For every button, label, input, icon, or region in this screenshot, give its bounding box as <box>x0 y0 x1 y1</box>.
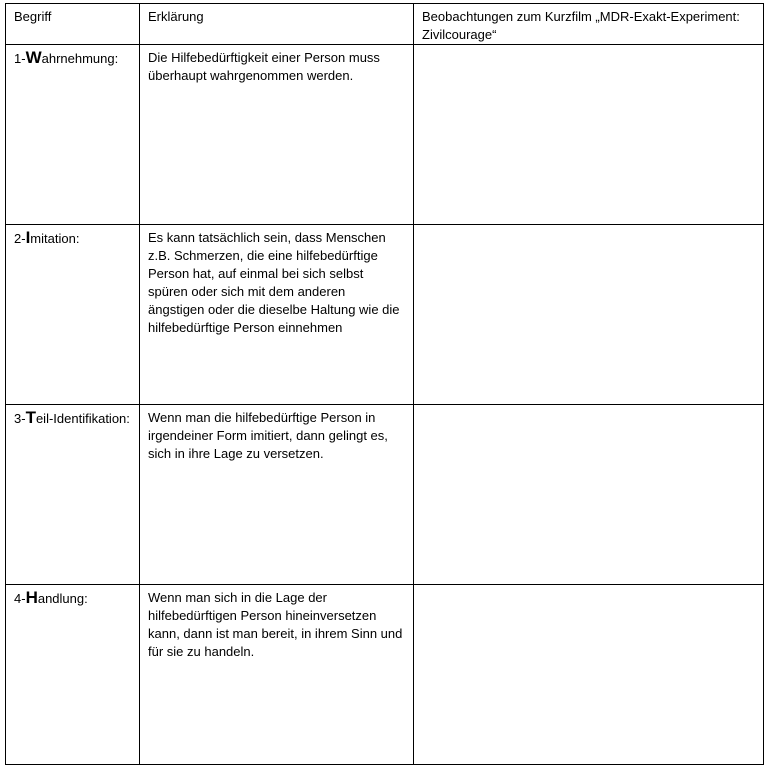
explanation-cell: Die Hilfebedürftigkeit einer Person muss überhaupt wahrgenommen werden. <box>140 45 414 225</box>
term-initial: W <box>25 48 42 67</box>
term-cell <box>6 405 140 585</box>
term-cell <box>6 585 140 765</box>
term-initial: I <box>25 228 31 247</box>
term-prefix: 3- <box>14 411 26 426</box>
term-rest: eil-Identifikation: <box>35 411 130 426</box>
observation-cell[interactable] <box>414 225 764 405</box>
term-prefix: 1- <box>14 51 26 66</box>
term-cell <box>6 225 140 405</box>
header-row <box>6 4 764 45</box>
explanation-cell: Wenn man die hilfebedürftige Person in irgendeiner Form imitiert, dann gelingt es, sich in ihre Lage zu versetzen. <box>140 405 414 585</box>
table-row <box>6 225 764 405</box>
table-row <box>6 45 764 225</box>
header-observations: Beobachtungen zum Kurzfilm „MDR-Exakt-Experiment: Zivilcourage“ <box>414 4 764 45</box>
term-rest: mitation: <box>30 231 80 246</box>
term-initial: T <box>25 408 36 427</box>
header-term: Begriff <box>6 4 140 45</box>
observation-cell[interactable] <box>414 405 764 585</box>
table-row <box>6 585 764 765</box>
term-prefix: 2- <box>14 231 26 246</box>
term-rest: andlung: <box>37 591 88 606</box>
observation-cell[interactable] <box>414 45 764 225</box>
explanation-cell: Es kann tatsächlich sein, dass Menschen z.B. Schmerzen, die eine hilfebedürftige Person hat, auf einmal bei sich selbst spüren oder sich mit dem anderen ängstigen oder die dieselbe Haltung wie die hilfebedürftige Person einnehmen <box>140 225 414 405</box>
worksheet-table <box>5 3 764 765</box>
explanation-cell: Wenn man sich in die Lage der hilfebedürftigen Person hineinversetzen kann, dann ist man bereit, in ihrem Sinn und für sie zu handeln. <box>140 585 414 765</box>
term-rest: ahrnehmung: <box>41 51 119 66</box>
observation-cell[interactable] <box>414 585 764 765</box>
table-row <box>6 405 764 585</box>
term-initial: H <box>25 588 38 607</box>
term-cell <box>6 45 140 225</box>
term-prefix: 4- <box>14 591 26 606</box>
header-explanation: Erklärung <box>140 4 414 45</box>
